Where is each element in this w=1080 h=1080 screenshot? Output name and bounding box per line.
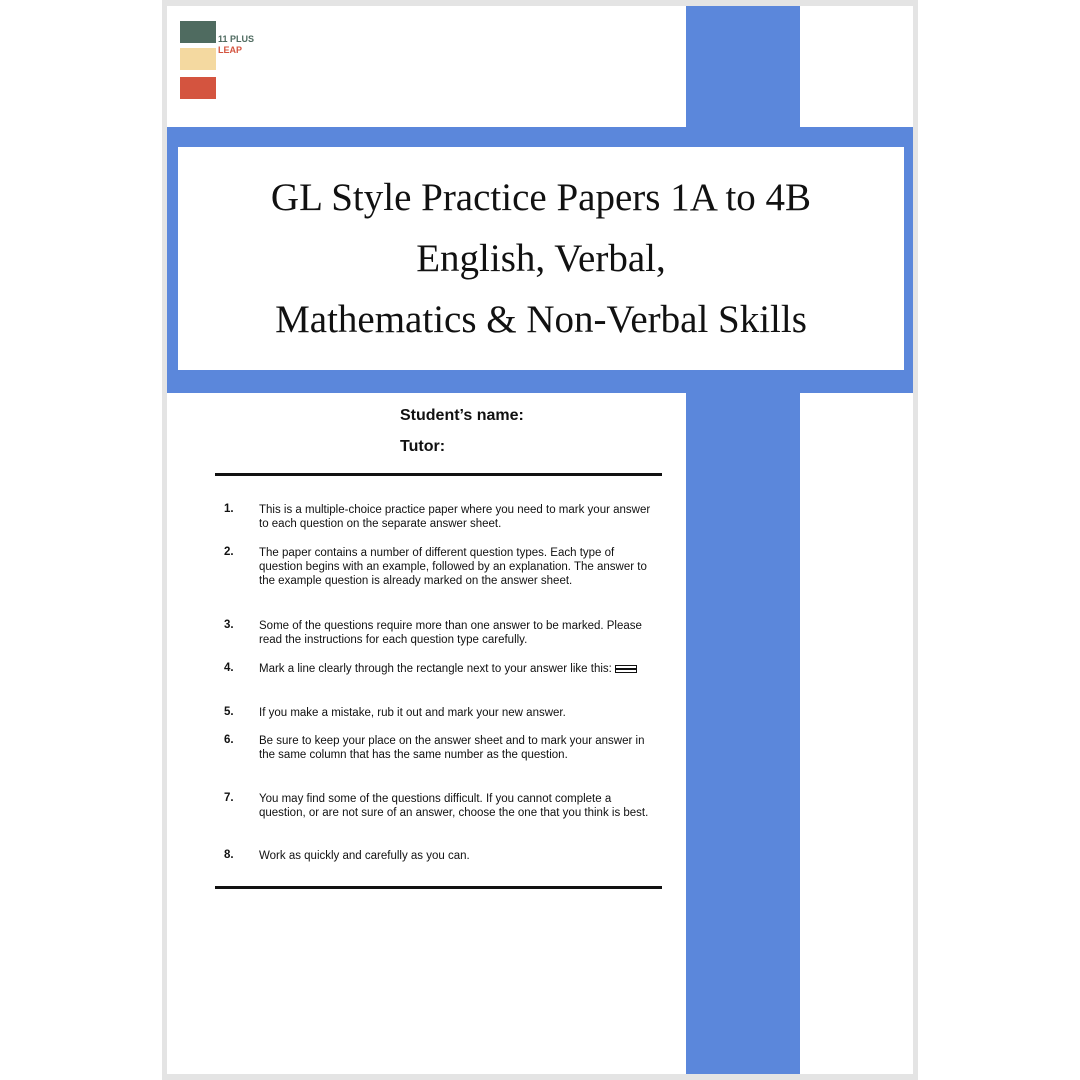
instruction-number: 4. <box>224 662 234 674</box>
instruction-text: The paper contains a number of different question types. Each type of question begins with an example, followed by an explanation. The answer to the example question is already marked on the answer sheet. <box>259 547 647 587</box>
marked-rectangle-icon <box>615 665 637 673</box>
instruction-text: Work as quickly and carefully as you can. <box>259 850 470 862</box>
title-line-1: GL Style Practice Papers 1A to 4B <box>270 176 812 219</box>
logo <box>180 21 300 101</box>
instruction-text <box>259 662 659 676</box>
logo-text-line2: LEAP <box>218 45 243 55</box>
tutor-label: Tutor: <box>400 438 446 455</box>
student-name-label: Student’s name: <box>400 407 524 424</box>
logo-block-red <box>180 77 216 99</box>
instruction-text: You may find some of the questions difficult. If you cannot complete a question, or are not sure of an answer, choose the one that you think is best. <box>259 793 649 819</box>
instruction-text: Some of the questions require more than one answer to be marked. Please read the instructions for each question type carefully. <box>259 620 642 646</box>
instruction-number: 3. <box>224 619 234 631</box>
top-divider <box>215 473 662 476</box>
instruction-number: 5. <box>224 706 234 718</box>
instruction-number: 7. <box>224 792 234 804</box>
document-page <box>167 6 913 1074</box>
logo-block-green <box>180 21 216 43</box>
instruction-text: This is a multiple-choice practice paper where you need to mark your answer to each question on the separate answer sheet. <box>259 504 651 530</box>
logo-text-line1: 11 PLUS <box>218 34 255 44</box>
instruction-number: 1. <box>224 503 234 515</box>
instruction-number: 2. <box>224 546 234 558</box>
title-line-3: Mathematics & Non-Verbal Skills <box>275 298 807 341</box>
bottom-divider <box>215 886 662 889</box>
instruction-text: Be sure to keep your place on the answer sheet and to mark your answer in the same column that has the same number as the question. <box>259 735 645 761</box>
logo-block-cream <box>180 48 216 70</box>
instruction-number: 6. <box>224 734 234 746</box>
instruction-text-content: Mark a line clearly through the rectangle next to your answer like this: <box>259 663 612 675</box>
instruction-number: 8. <box>224 849 234 861</box>
title-box <box>178 147 904 370</box>
title-line-2: English, Verbal, <box>416 237 666 280</box>
instruction-text: If you make a mistake, rub it out and mark your new answer. <box>259 707 566 719</box>
